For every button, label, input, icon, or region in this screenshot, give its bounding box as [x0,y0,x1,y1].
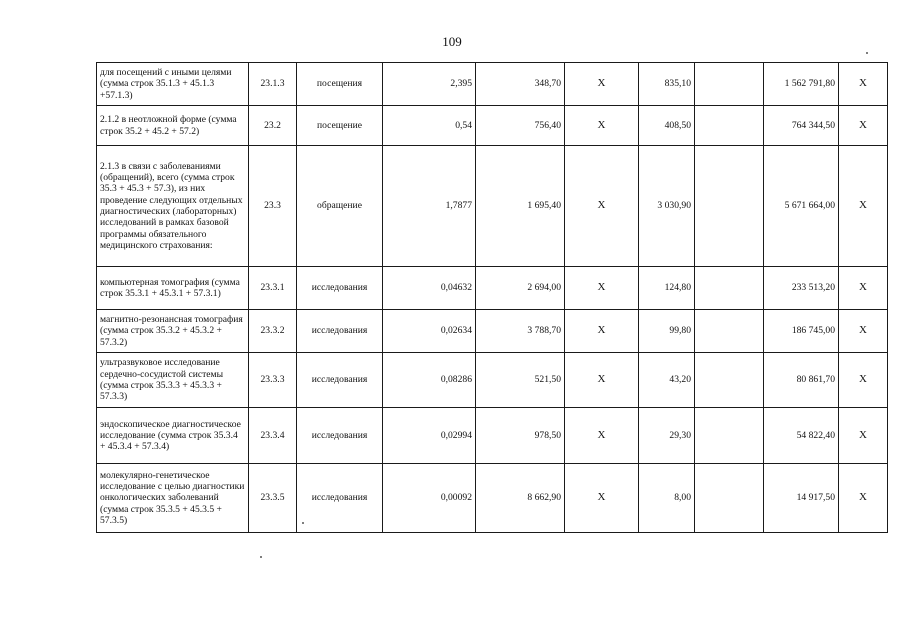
row-code: 23.3.2 [249,310,297,353]
row-x-mark: X [565,408,639,464]
row-empty-cell [695,353,764,408]
row-x-mark: X [565,353,639,408]
row-tariff: 8,00 [639,464,695,533]
table-row [97,267,888,310]
scan-speck [866,52,868,54]
table-row [97,310,888,353]
row-code: 23.3 [249,146,297,267]
row-cost: 1 695,40 [476,146,565,267]
row-name: компьютерная томография (сумма строк 35.3.1 + 45.3.1 + 57.3.1) [97,267,249,310]
row-cost: 521,50 [476,353,565,408]
row-name: магнитно-резонансная томография (сумма строк 35.3.2 + 45.3.2 + 57.3.2) [97,310,249,353]
row-tariff: 408,50 [639,106,695,146]
table-row [97,464,888,533]
row-code: 23.3.1 [249,267,297,310]
table-row [97,146,888,267]
row-norm: 0,00092 [383,464,476,533]
row-cost: 3 788,70 [476,310,565,353]
row-tariff: 99,80 [639,310,695,353]
row-norm: 0,08286 [383,353,476,408]
row-name: 2.1.3 в связи с заболеваниями (обращений), всего (сумма строк 35.3 + 45.3 + 57.3), из них проведение следующих отдельных диагностических (лабораторных) исследований в рамках базовой программы обязательного медицинского страхования: [97,146,249,267]
row-norm: 0,02634 [383,310,476,353]
row-code: 23.1.3 [249,63,297,106]
table-row [97,408,888,464]
row-x-mark-last: X [839,146,888,267]
row-empty-cell [695,146,764,267]
row-name: для посещений с иными целями (сумма строк 35.1.3 + 45.1.3 +57.1.3) [97,63,249,106]
row-cost: 348,70 [476,63,565,106]
row-x-mark-last: X [839,408,888,464]
row-code: 23.3.5 [249,464,297,533]
row-name: эндоскопическое диагностическое исследование (сумма строк 35.3.4 + 45.3.4 + 57.3.4) [97,408,249,464]
row-unit: исследования [297,267,383,310]
row-unit: исследования [297,310,383,353]
row-tariff: 124,80 [639,267,695,310]
row-unit: исследования [297,408,383,464]
row-code: 23.2 [249,106,297,146]
row-norm: 1,7877 [383,146,476,267]
row-empty-cell [695,310,764,353]
row-x-mark-last: X [839,267,888,310]
row-unit: исследования [297,353,383,408]
scan-speck [260,556,262,558]
row-total: 14 917,50 [764,464,839,533]
row-x-mark: X [565,310,639,353]
row-norm: 2,395 [383,63,476,106]
row-cost: 978,50 [476,408,565,464]
row-norm: 0,02994 [383,408,476,464]
scan-speck [302,522,304,524]
row-tariff: 3 030,90 [639,146,695,267]
row-total: 233 513,20 [764,267,839,310]
row-x-mark-last: X [839,106,888,146]
row-cost: 8 662,90 [476,464,565,533]
table-row [97,63,888,106]
row-x-mark-last: X [839,353,888,408]
row-total: 186 745,00 [764,310,839,353]
row-x-mark: X [565,63,639,106]
row-unit: посещения [297,63,383,106]
row-name: 2.1.2 в неотложной форме (сумма строк 35.2 + 45.2 + 57.2) [97,106,249,146]
row-name: молекулярно-генетическое исследование с целью диагностики онкологических заболеваний (сумма строк 35.3.5 + 45.3.5 + 57.3.5) [97,464,249,533]
row-unit: посещение [297,106,383,146]
row-tariff: 835,10 [639,63,695,106]
row-code: 23.3.3 [249,353,297,408]
row-norm: 0,04632 [383,267,476,310]
row-empty-cell [695,464,764,533]
table-body [97,63,888,533]
row-empty-cell [695,267,764,310]
tariff-table [96,62,888,533]
row-x-mark: X [565,267,639,310]
row-total: 764 344,50 [764,106,839,146]
row-unit: обращение [297,146,383,267]
table-row [97,353,888,408]
row-total: 54 822,40 [764,408,839,464]
row-x-mark: X [565,464,639,533]
row-x-mark-last: X [839,63,888,106]
page-number: 109 [442,34,462,49]
row-empty-cell [695,408,764,464]
row-empty-cell [695,106,764,146]
row-tariff: 29,30 [639,408,695,464]
table-row [97,106,888,146]
row-empty-cell [695,63,764,106]
row-x-mark-last: X [839,310,888,353]
row-cost: 2 694,00 [476,267,565,310]
row-total: 5 671 664,00 [764,146,839,267]
row-x-mark: X [565,146,639,267]
row-total: 1 562 791,80 [764,63,839,106]
row-x-mark-last: X [839,464,888,533]
row-code: 23.3.4 [249,408,297,464]
row-tariff: 43,20 [639,353,695,408]
row-x-mark: X [565,106,639,146]
row-total: 80 861,70 [764,353,839,408]
row-norm: 0,54 [383,106,476,146]
row-name: ультразвуковое исследование сердечно-сосудистой системы (сумма строк 35.3.3 + 45.3.3 + 57.3.3) [97,353,249,408]
row-unit: исследования [297,464,383,533]
row-cost: 756,40 [476,106,565,146]
